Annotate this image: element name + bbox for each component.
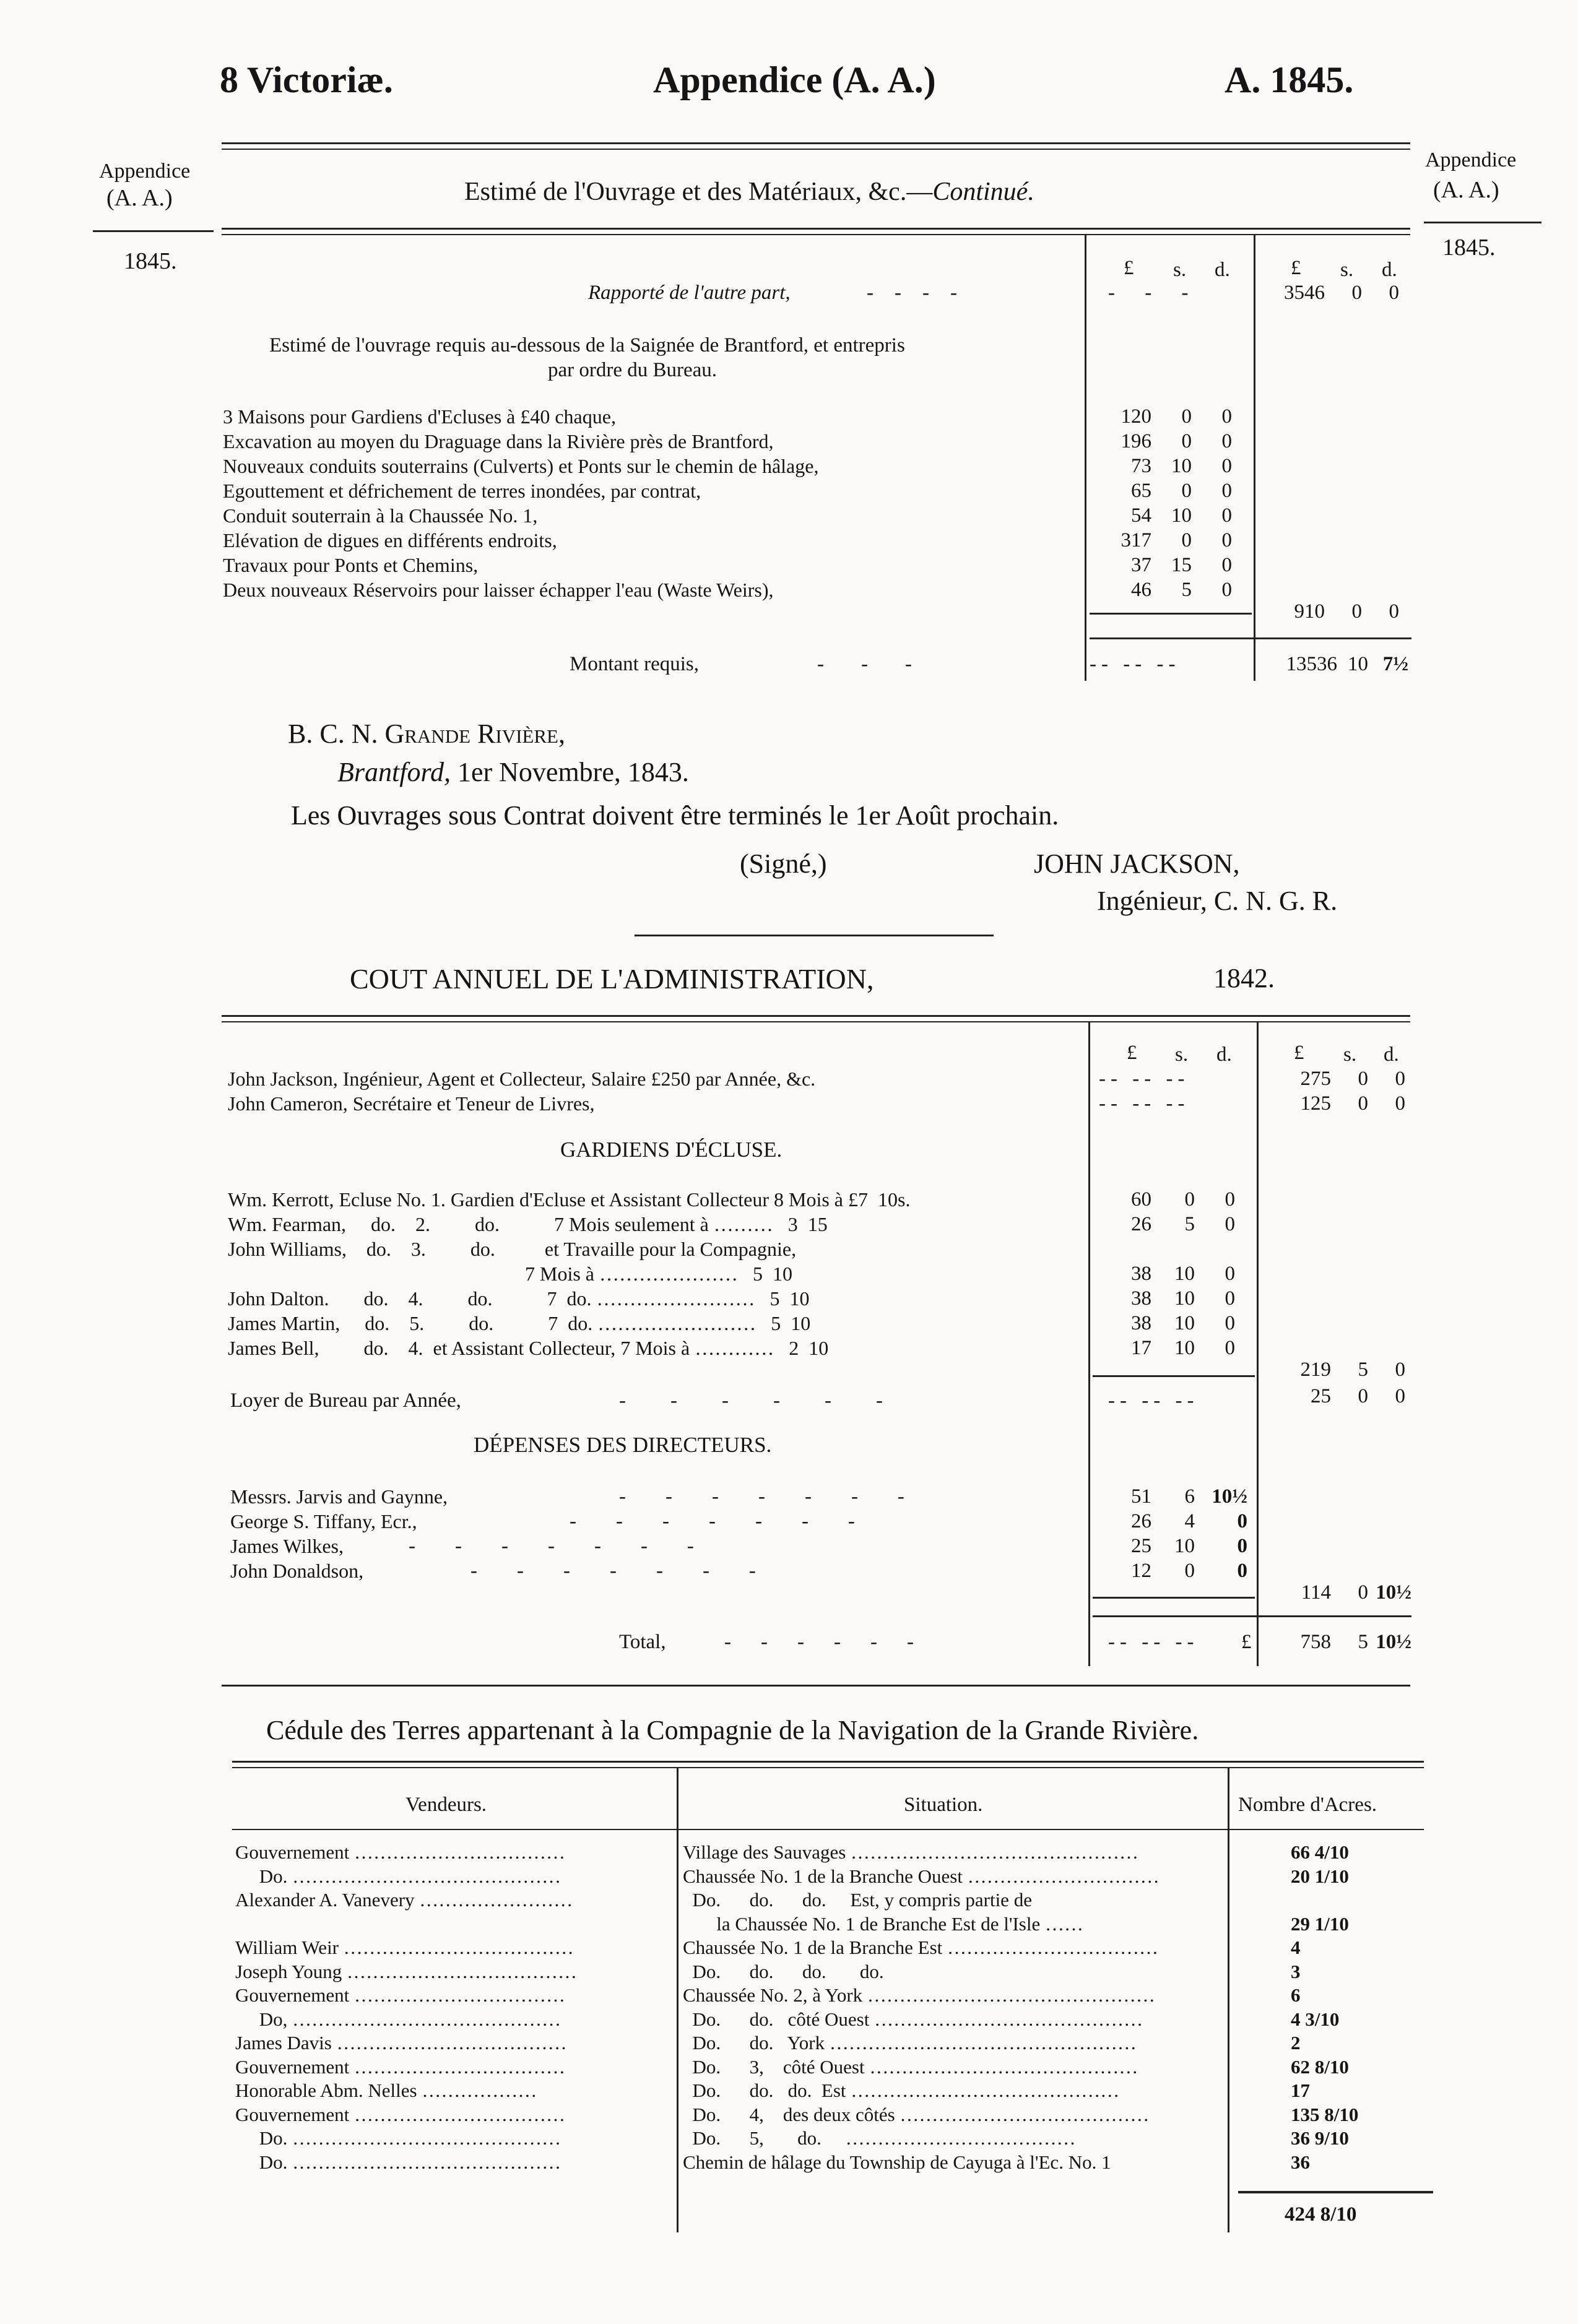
estimate-item-shillings: 0 (1181, 430, 1192, 452)
rent-s: 0 (1358, 1385, 1368, 1407)
keeper-row-shillings: 10 (1174, 1263, 1195, 1285)
estimate-item-shillings: 10 (1171, 504, 1192, 527)
keepers-total-s: 5 (1358, 1359, 1368, 1381)
director-row-pounds: 26 (1131, 1510, 1151, 1532)
director-row-dashes: ------- (409, 1535, 734, 1557)
keeper-row-pence: 0 (1225, 1337, 1235, 1359)
keeper-row-pence: 0 (1225, 1287, 1235, 1310)
land-row-acres: 4 (1291, 1937, 1301, 1958)
estimate-item-pounds: 46 (1131, 579, 1151, 601)
estimate-item-pence: 0 (1221, 579, 1232, 601)
annual-title: COUT ANNUEL DE L'ADMINISTRATION, (350, 963, 874, 995)
required-total-s: 10 (1348, 653, 1368, 675)
carried-forward-label: Rapporté de l'autre part, (588, 282, 791, 304)
land-row-acres: 29 1/10 (1291, 1913, 1349, 1935)
col-head-shilling-2: s. (1340, 259, 1354, 281)
director-row-shillings: 10 (1174, 1535, 1195, 1557)
lands-total: 424 8/10 (1285, 2203, 1357, 2226)
land-row-situation: Do. 4, des deux côtés ………………………………… (683, 2104, 1150, 2125)
land-row-vendor: Do. …………………………………… (235, 2127, 561, 2149)
estimate-subtotal-d: 0 (1389, 600, 1399, 623)
carried-dashes: - - - (1108, 282, 1201, 304)
staff-row-pence: 0 (1395, 1092, 1405, 1115)
carried-total-l: 3546 (1284, 282, 1325, 304)
rent-d: 0 (1395, 1385, 1405, 1407)
estimate-item-label: 3 Maisons pour Gardiens d'Ecluses à £40 chaque, (223, 405, 616, 428)
signature-place-date: Brantford, 1er Novembre, 1843. (337, 757, 689, 787)
land-row-acres: 135 8/10 (1291, 2104, 1359, 2125)
directors-total-d: 10½ (1376, 1581, 1411, 1604)
land-row-situation: Do. 3, côté Ouest …………………………………… (683, 2056, 1138, 2078)
total-pound-sign: £ (1241, 1631, 1252, 1653)
total-label: Total, (619, 1631, 666, 1653)
annual-col-pound-1: £ (1127, 1042, 1137, 1064)
lands-header-acres: Nombre d'Acres. (1238, 1794, 1377, 1816)
rent-l: 25 (1311, 1385, 1331, 1407)
keeper-row-pounds: 60 (1131, 1188, 1151, 1211)
contract-note: Les Ouvrages sous Contrat doivent être terminés le 1er Août prochain. (291, 800, 1059, 831)
estimate-item-label: Deux nouveaux Réservoirs pour laisser échapper l'eau (Waste Weirs), (223, 579, 774, 601)
director-row-pence: 0 (1237, 1535, 1247, 1557)
land-row-situation: Do. do. côté Ouest …………………………………… (683, 2008, 1143, 2030)
grand-total-s: 5 (1358, 1631, 1368, 1653)
director-row-label: George S. Tiffany, Ecr., (230, 1510, 417, 1532)
carried-total-s: 0 (1351, 282, 1362, 304)
engineer-title: Ingénieur, C. N. G. R. (1097, 886, 1338, 916)
keeper-row-shillings: 5 (1184, 1213, 1195, 1235)
grand-total-d: 10½ (1376, 1631, 1411, 1653)
land-row-situation: la Chaussée No. 1 de Branche Est de l'Isle …… (683, 1913, 1083, 1935)
keeper-row-shillings: 10 (1174, 1287, 1195, 1310)
signature-org: B. C. N. Grande Rivière, (288, 719, 565, 749)
lands-title: Cédule des Terres appartenant à la Compagnie de la Navigation de la Grande Rivière. (266, 1715, 1199, 1745)
annual-year: 1842. (1213, 963, 1275, 993)
land-row-vendor: Gouvernement …………………………… (235, 1841, 565, 1863)
land-row-acres: 62 8/10 (1291, 2056, 1349, 2078)
annual-col-pence-1: d. (1216, 1043, 1232, 1066)
total-dashes: -- -- -- (1108, 1631, 1199, 1653)
land-row-situation: Village des Sauvages ……………………………………… (683, 1841, 1139, 1863)
land-row-situation: Chemin de hâlage du Township de Cayuga à l'Ec. No. 1 (683, 2151, 1111, 2173)
lands-header-situation: Situation. (904, 1794, 983, 1816)
estimate-item-pounds: 196 (1121, 430, 1151, 452)
keeper-row-label: Wm. Fearman, do. 2. do. 7 Mois seulement à ……… 3 15 (228, 1213, 828, 1235)
estimate-item-label: Travaux pour Ponts et Chemins, (223, 554, 479, 576)
keeper-row-pounds: 26 (1131, 1213, 1151, 1235)
land-row-situation: Do. 5, do. ……………………………… (683, 2127, 1076, 2149)
keeper-row-shillings: 0 (1184, 1188, 1195, 1211)
staff-row-shillings: 0 (1358, 1068, 1368, 1090)
land-row-acres: 3 (1291, 1961, 1301, 1982)
rent-label: Loyer de Bureau par Année, (230, 1389, 461, 1412)
estimate-item-label: Nouveaux conduits souterrains (Culverts) et Ponts sur le chemin de hâlage, (223, 455, 819, 477)
estimate-title: Estimé de l'Ouvrage et des Matériaux, &c.—Continué. (464, 178, 1034, 206)
estimate-item-pence: 0 (1221, 405, 1232, 428)
land-row-vendor: Do. …………………………………… (235, 2151, 561, 2173)
estimate-intro-2: par ordre du Bureau. (548, 359, 717, 381)
director-row-pounds: 12 (1131, 1560, 1151, 1582)
directors-total-s: 0 (1358, 1581, 1368, 1604)
land-row-acres: 20 1/10 (1291, 1865, 1349, 1887)
required-total-l: 13536 (1286, 653, 1337, 675)
header-session: 8 Victoriæ. (220, 59, 393, 100)
annual-col-pound-2: £ (1294, 1042, 1304, 1064)
director-row-label: James Wilkes, (230, 1535, 344, 1557)
staff-row-pounds: 125 (1300, 1092, 1331, 1115)
estimate-item-shillings: 0 (1181, 480, 1192, 502)
land-row-acres: 6 (1291, 1984, 1301, 2006)
keeper-row-label: 7 Mois à ………………… 5 10 (228, 1263, 792, 1285)
estimate-item-pence: 0 (1221, 430, 1232, 452)
staff-row-label: John Jackson, Ingénieur, Agent et Collecteur, Salaire £250 par Année, &c. (228, 1068, 816, 1090)
estimate-item-pounds: 54 (1131, 504, 1151, 527)
land-row-vendor: Gouvernement …………………………… (235, 2056, 565, 2078)
margin-label-left: Appendice (99, 160, 191, 183)
staff-row-dashes: -- -- -- (1099, 1068, 1190, 1090)
estimate-subtotal-l: 910 (1294, 600, 1325, 623)
estimate-item-pounds: 37 (1131, 554, 1151, 576)
director-row-pence: 10½ (1212, 1485, 1247, 1508)
estimate-item-pence: 0 (1221, 529, 1232, 551)
keeper-row-pence: 0 (1225, 1188, 1235, 1211)
director-row-shillings: 6 (1184, 1485, 1195, 1508)
land-row-vendor: Gouvernement …………………………… (235, 1984, 565, 2006)
director-row-dashes: ------- (470, 1560, 796, 1582)
estimate-item-shillings: 5 (1181, 579, 1192, 601)
staff-row-shillings: 0 (1358, 1092, 1368, 1115)
keeper-row-pence: 0 (1225, 1213, 1235, 1235)
land-row-acres: 36 9/10 (1291, 2127, 1349, 2149)
col-head-pence-2: d. (1382, 259, 1397, 281)
margin-label-right: Appendice (1425, 149, 1517, 171)
land-row-vendor: Gouvernement …………………………… (235, 2104, 565, 2125)
land-row-acres: 17 (1291, 2080, 1310, 2101)
land-row-vendor: Alexander A. Vanevery …………………… (235, 1889, 573, 1911)
header-appendix: Appendice (A. A.) (653, 59, 936, 100)
required-dashes: -- -- -- (1090, 653, 1181, 675)
estimate-item-label: Egouttement et défrichement de terres inondées, par contrat, (223, 480, 701, 502)
col-head-pence-1: d. (1215, 259, 1230, 281)
land-row-situation: Do. do. York ………………………………………… (683, 2032, 1137, 2054)
margin-year-right: 1845. (1442, 235, 1496, 261)
keeper-row-label: John Dalton. do. 4. do. 7 do. …………………… 5 10 (228, 1287, 810, 1310)
estimate-item-pounds: 73 (1131, 455, 1151, 477)
margin-label2-left: (A. A.) (106, 185, 173, 211)
director-row-pounds: 25 (1131, 1535, 1151, 1557)
estimate-item-label: Conduit souterrain à la Chaussée No. 1, (223, 504, 538, 527)
director-row-shillings: 4 (1184, 1510, 1195, 1532)
signed-mark: (Signé,) (740, 849, 827, 879)
director-row-dashes: ------- (619, 1485, 944, 1508)
estimate-item-shillings: 15 (1171, 554, 1192, 576)
keeper-row-pounds: 38 (1131, 1312, 1151, 1334)
col-head-pound-1: £ (1124, 257, 1134, 279)
land-row-situation: Do. do. do. Est …………………………………… (683, 2080, 1120, 2101)
keeper-row-label: James Martin, do. 5. do. 7 do. …………………… 5 10 (228, 1312, 811, 1334)
land-row-acres: 4 3/10 (1291, 2008, 1340, 2030)
keeper-row-pounds: 38 (1131, 1263, 1151, 1285)
land-row-situation: Do. do. do. do. (683, 1961, 884, 1982)
keepers-heading: GARDIENS D'ÉCLUSE. (560, 1138, 782, 1162)
keeper-row-pounds: 17 (1131, 1337, 1151, 1359)
estimate-item-pounds: 65 (1131, 480, 1151, 502)
land-row-situation: Do. do. do. Est, y compris partie de (683, 1889, 1032, 1911)
annual-col-shilling-1: s. (1175, 1043, 1189, 1066)
keeper-row-label: James Bell, do. 4. et Assistant Collecteur, 7 Mois à ………… 2 10 (228, 1337, 829, 1359)
estimate-item-shillings: 10 (1171, 455, 1192, 477)
staff-row-dashes: -- -- -- (1099, 1092, 1190, 1115)
director-row-pence: 0 (1237, 1560, 1247, 1582)
keeper-row-pence: 0 (1225, 1263, 1235, 1285)
required-total-d: 7½ (1382, 653, 1408, 675)
keeper-row-label: Wm. Kerrott, Ecluse No. 1. Gardien d'Ecluse et Assistant Collecteur 8 Mois à £7 10s. (228, 1188, 911, 1211)
estimate-item-pence: 0 (1221, 504, 1232, 527)
director-row-pounds: 51 (1131, 1485, 1151, 1508)
director-row-shillings: 0 (1184, 1560, 1195, 1582)
director-row-label: John Donaldson, (230, 1560, 364, 1582)
directors-heading: DÉPENSES DES DIRECTEURS. (474, 1433, 772, 1457)
land-row-acres: 36 (1291, 2151, 1310, 2173)
estimate-item-pence: 0 (1221, 554, 1232, 576)
staff-row-pence: 0 (1395, 1068, 1405, 1090)
land-row-vendor: William Weir ……………………………… (235, 1937, 574, 1958)
keepers-total-d: 0 (1395, 1359, 1405, 1381)
land-row-vendor: James Davis ……………………………… (235, 2032, 567, 2054)
estimate-item-label: Elévation de digues en différents endroits, (223, 529, 557, 551)
land-row-situation: Chaussée No. 1 de la Branche Est …………………………… (683, 1937, 1158, 1958)
grand-total-l: 758 (1300, 1631, 1331, 1653)
land-row-situation: Chaussée No. 2, à York ……………………………………… (683, 1984, 1155, 2006)
director-row-pence: 0 (1237, 1510, 1247, 1532)
estimate-item-pounds: 120 (1121, 405, 1151, 428)
land-row-vendor: Do. …………………………………… (235, 1865, 561, 1887)
land-row-acres: 66 4/10 (1291, 1841, 1349, 1863)
header-year: A. 1845. (1225, 59, 1354, 100)
staff-row-pounds: 275 (1300, 1068, 1331, 1090)
estimate-intro-1: Estimé de l'ouvrage requis au-dessous de la Saignée de Brantford, et entrepris (269, 334, 905, 356)
engineer-name: JOHN JACKSON, (1034, 849, 1240, 879)
estimate-item-pence: 0 (1221, 455, 1232, 477)
annual-col-pence-2: d. (1384, 1043, 1399, 1066)
director-row-dashes: ------- (570, 1510, 895, 1532)
estimate-item-shillings: 0 (1181, 405, 1192, 428)
margin-label2-right: (A. A.) (1433, 177, 1499, 203)
director-row-label: Messrs. Jarvis and Gaynne, (230, 1485, 448, 1508)
staff-row-label: John Cameron, Secrétaire et Teneur de Livres, (228, 1092, 595, 1115)
annual-col-shilling-2: s. (1343, 1043, 1357, 1066)
estimate-item-pounds: 317 (1121, 529, 1151, 551)
keeper-row-shillings: 10 (1174, 1337, 1195, 1359)
land-row-acres: 2 (1291, 2032, 1301, 2054)
land-row-vendor: Do, …………………………………… (235, 2008, 561, 2030)
col-head-pound-2: £ (1291, 257, 1301, 279)
carried-total-d: 0 (1389, 282, 1399, 304)
land-row-vendor: Joseph Young ……………………………… (235, 1961, 578, 1982)
estimate-subtotal-s: 0 (1351, 600, 1362, 623)
estimate-item-pence: 0 (1221, 480, 1232, 502)
estimate-item-shillings: 0 (1181, 529, 1192, 551)
required-label: Montant requis, (570, 653, 699, 675)
lands-header-vendors: Vendeurs. (405, 1794, 487, 1816)
keeper-row-pence: 0 (1225, 1312, 1235, 1334)
keeper-row-shillings: 10 (1174, 1312, 1195, 1334)
keeper-row-label: John Williams, do. 3. do. et Travaille pour la Compagnie, (228, 1238, 797, 1260)
land-row-vendor: Honorable Abm. Nelles ……………… (235, 2080, 537, 2101)
col-head-shilling-1: s. (1173, 259, 1187, 281)
estimate-item-label: Excavation au moyen du Draguage dans la Rivière près de Brantford, (223, 430, 774, 452)
keeper-row-pounds: 38 (1131, 1287, 1151, 1310)
margin-year-left: 1845. (124, 248, 177, 274)
keepers-total-l: 219 (1300, 1359, 1331, 1381)
directors-total-l: 114 (1301, 1581, 1331, 1604)
land-row-situation: Chaussée No. 1 de la Branche Ouest ………………………… (683, 1865, 1160, 1887)
